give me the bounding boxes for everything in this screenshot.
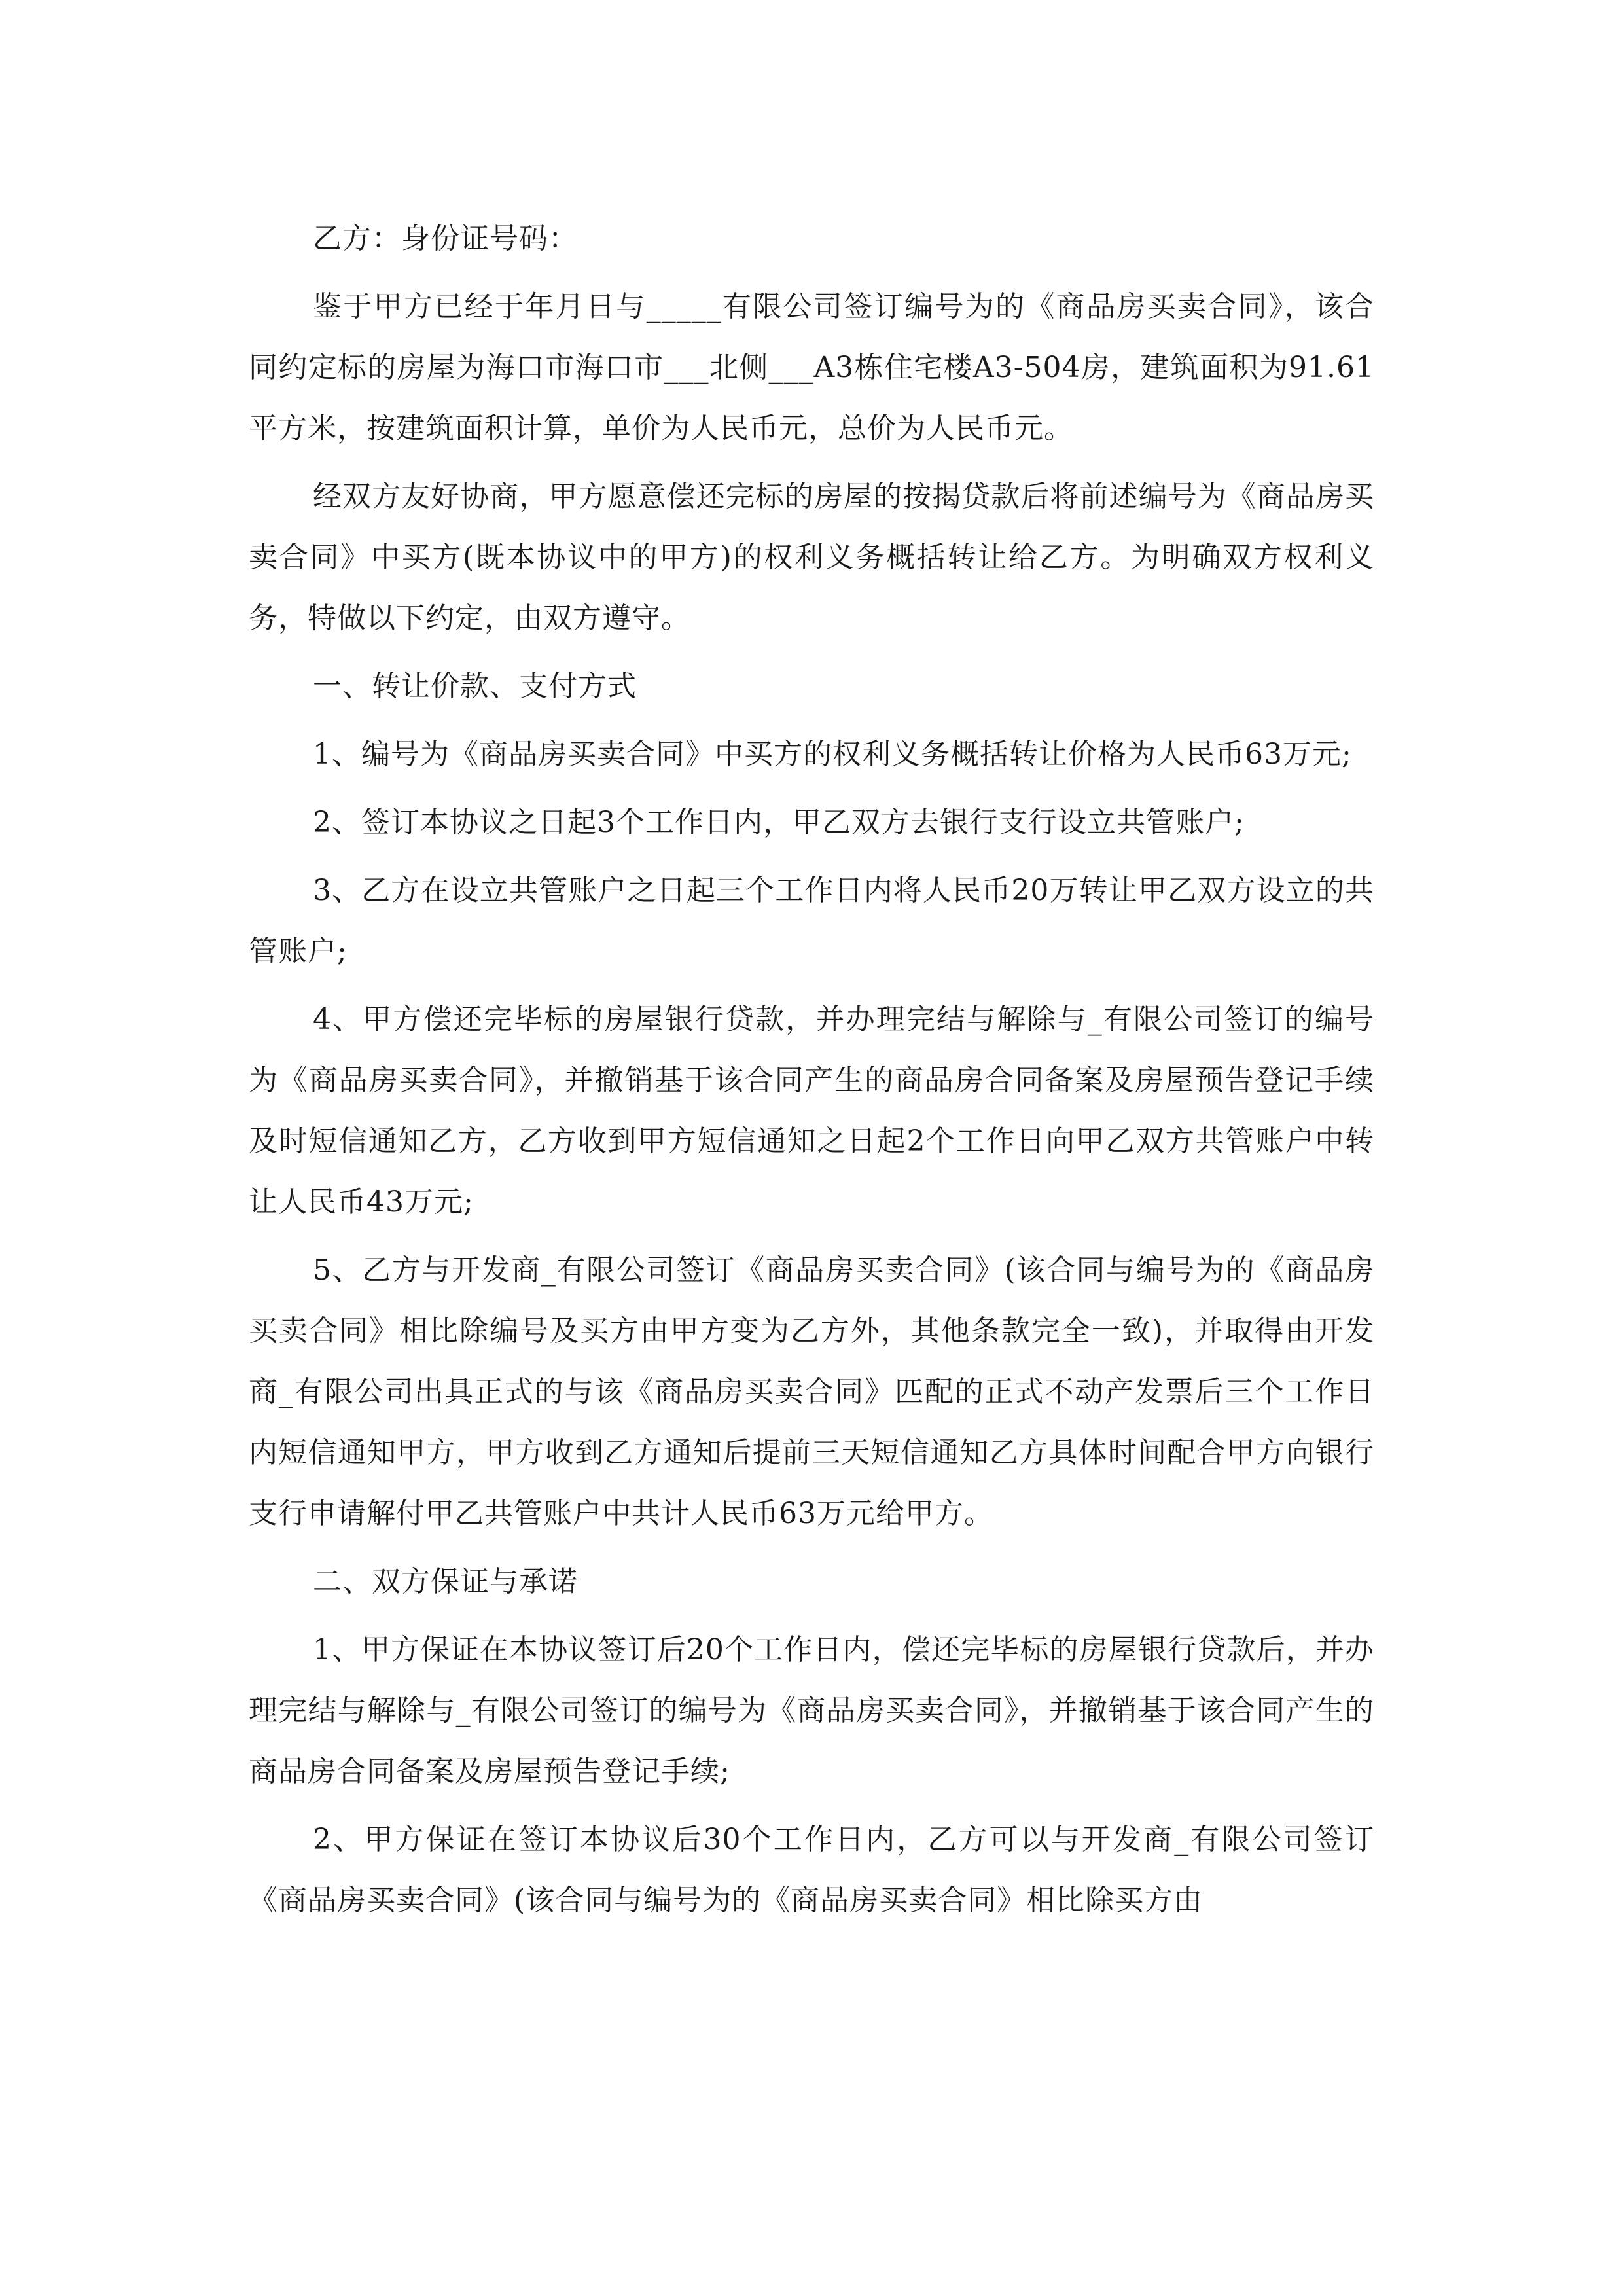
clause-2-2: 2、甲方保证在签订本协议后30个工作日内，乙方可以与开发商_有限公司签订《商品房买卖合同》(该合同与编号为的《商品房买卖合同》相比除买方由 <box>249 1823 1374 1917</box>
clause-1-5: 5、乙方与开发商_有限公司签订《商品房买卖合同》(该合同与编号为的《商品房买卖合同》相比除编号及买方由甲方变为乙方外，其他条款完全一致)，并取得由开发商_有限公司出具正式的与该《商品房买卖合同》匹配的正式不动产发票后三个工作日内短信通知甲方，甲方收到乙方通知后提前三天短信通知乙方具体时间配合甲方向银行支行申请解付甲乙共管账户中共计人民币63万元给甲方。 <box>249 1253 1374 1530</box>
section-heading-payment: 一、转让价款、支付方式 <box>313 670 637 703</box>
paragraph-agreement-intent: 经双方友好协商，甲方愿意偿还完标的房屋的按揭贷款后将前述编号为《商品房买卖合同》中买方(既本协议中的甲方)的权利义务概括转让给乙方。为明确双方权利义务，特做以下约定，由双方遵守。 <box>249 480 1374 635</box>
clause-1-1: 1、编号为《商品房买卖合同》中买方的权利义务概括转让价格为人民币63万元; <box>313 738 1352 771</box>
paragraph-recital: 鉴于甲方已经于年月日与_____有限公司签订编号为的《商品房买卖合同》，该合同约定标的房屋为海口市海口市___北侧___A3栋住宅楼A3-504房，建筑面积为91.61平方米，按建筑面积计算，单价为人民币元，总价为人民币元。 <box>249 290 1374 445</box>
clause-2-1: 1、甲方保证在本协议签订后20个工作日内，偿还完毕标的房屋银行贷款后，并办理完结与解除与_有限公司签订的编号为《商品房买卖合同》，并撤销基于该合同产生的商品房合同备案及房屋预告登记手续; <box>249 1633 1374 1788</box>
section-heading-guarantees: 二、双方保证与承诺 <box>313 1565 578 1598</box>
clause-1-2: 2、签订本协议之日起3个工作日内，甲乙双方去银行支行设立共管账户; <box>313 806 1245 839</box>
clause-1-3: 3、乙方在设立共管账户之日起三个工作日内将人民币20万转让甲乙双方设立的共管账户; <box>249 874 1374 968</box>
document-body <box>249 208 1374 1938</box>
clause-1-4: 4、甲方偿还完毕标的房屋银行贷款，并办理完结与解除与_有限公司签订的编号为《商品房买卖合同》，并撤销基于该合同产生的商品房合同备案及房屋预告登记手续及时短信通知乙方，乙方收到甲方短信通知之日起2个工作日向甲乙双方共管账户中转让人民币43万元; <box>249 1003 1374 1219</box>
paragraph-party-b-id: 乙方：身份证号码： <box>313 222 578 255</box>
